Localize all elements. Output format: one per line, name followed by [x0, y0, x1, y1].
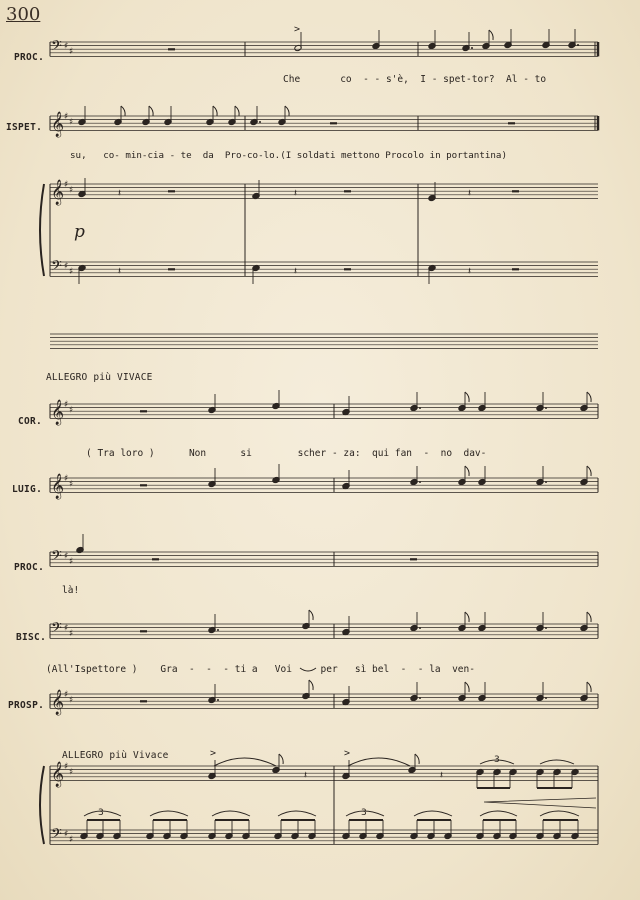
lyrics-bisc: (All'Ispettore ) Gra - - - ti a Voi per sì bel - - la ven- — [46, 664, 475, 675]
tempo-marking-piano: ALLEGRO più Vivace — [62, 750, 169, 761]
triplet-number: 3 — [98, 808, 104, 818]
sharp-sign: ♯ — [69, 47, 74, 57]
slur — [212, 811, 250, 816]
sharp-sign: ♯ — [69, 629, 74, 639]
piano-brace — [40, 184, 44, 276]
lyrics-proc-system1: Che co - - s'è, I - spet-tor? Al - to — [283, 74, 547, 85]
quarter-rest: 𝄽 — [440, 770, 444, 781]
note-dot — [545, 627, 547, 629]
half-rest — [168, 190, 175, 192]
accent-mark: > — [210, 748, 217, 759]
half-rest — [168, 268, 175, 270]
note-dot — [419, 627, 421, 629]
note-flag — [587, 392, 591, 402]
sharp-sign: ♯ — [69, 117, 74, 128]
half-rest — [140, 410, 147, 412]
note-flag — [279, 754, 283, 764]
treble-clef: 𝄞 — [51, 690, 65, 715]
staff-ispet — [50, 116, 598, 130]
half-rest — [410, 558, 417, 560]
triplet-number: 3 — [494, 755, 500, 765]
treble-clef: 𝄞 — [51, 762, 65, 787]
sharp-sign: ♯ — [69, 695, 74, 706]
accent-mark: > — [294, 24, 301, 35]
slur — [540, 760, 574, 764]
quarter-rest: 𝄽 — [468, 266, 472, 277]
note-flag — [285, 106, 289, 116]
note-dot — [419, 697, 421, 699]
slur — [300, 668, 316, 671]
triplet-number: 3 — [361, 808, 367, 818]
staff-proc-2 — [50, 552, 598, 566]
slur — [480, 811, 517, 816]
half-rest — [140, 630, 147, 632]
note-flag — [587, 612, 591, 622]
note-dot — [419, 481, 421, 483]
note-dot — [577, 44, 579, 46]
staff-empty-divider — [50, 334, 598, 348]
note-flag — [465, 392, 469, 402]
sharp-sign: ♯ — [69, 479, 74, 490]
sharp-sign: ♯ — [64, 762, 69, 772]
slur — [414, 811, 452, 816]
sharp-sign: ♯ — [64, 551, 69, 562]
half-rest — [330, 122, 337, 124]
note-flag — [465, 612, 469, 622]
note-flag — [587, 682, 591, 692]
slur — [540, 811, 579, 816]
lyrics-proc-system2: là! — [62, 585, 80, 596]
note-flag — [489, 30, 493, 40]
part-label-prosp: PROSP. — [8, 700, 45, 711]
note-flag — [465, 466, 469, 476]
staff-prosp — [50, 694, 598, 708]
note-flag — [149, 106, 153, 116]
note-dot — [545, 407, 547, 409]
sharp-sign: ♯ — [64, 400, 69, 410]
bass-clef: 𝄢 — [51, 548, 62, 568]
staff-proc — [50, 42, 598, 56]
part-label-proc-2: PROC. — [14, 562, 45, 573]
sharp-sign: ♯ — [69, 267, 74, 277]
note-flag — [415, 754, 419, 764]
half-rest — [344, 268, 351, 270]
sharp-sign: ♯ — [69, 185, 74, 196]
tempo-marking-vocal: ALLEGRO più VIVACE — [46, 372, 153, 383]
lyrics-ispet-system1: su, co- min-cia - te da Pro-co-lo.(I soldati mettono Procolo in portantina) — [70, 150, 507, 161]
treble-clef: 𝄞 — [51, 474, 65, 499]
treble-clef: 𝄞 — [51, 112, 65, 137]
note-dot — [545, 697, 547, 699]
note-dot — [419, 407, 421, 409]
sharp-sign: ♯ — [64, 261, 69, 272]
treble-clef: 𝄞 — [51, 180, 65, 205]
piano-brace-2 — [40, 766, 44, 844]
staff-cor — [50, 404, 598, 418]
slur — [214, 758, 276, 766]
crescendo-hairpin — [484, 798, 596, 808]
note-dot — [259, 121, 261, 123]
bass-clef: 𝄢 — [51, 258, 62, 278]
half-rest — [168, 48, 175, 50]
quarter-rest: 𝄽 — [304, 770, 308, 781]
page-number: 300 — [6, 4, 41, 25]
treble-clef: 𝄞 — [51, 400, 65, 425]
slur — [150, 811, 188, 816]
part-label-luig: LUIG. — [12, 484, 43, 495]
note-flag — [235, 106, 239, 116]
part-label-proc: PROC. — [14, 52, 45, 63]
note-flag — [587, 466, 591, 476]
sharp-sign: ♯ — [64, 180, 69, 190]
half-rest — [140, 700, 147, 702]
staff-luig — [50, 478, 598, 492]
sharp-sign: ♯ — [64, 829, 69, 840]
quarter-rest: 𝄽 — [294, 188, 298, 199]
half-rest — [512, 268, 519, 270]
note-dot — [217, 699, 219, 701]
sharp-sign: ♯ — [64, 474, 69, 484]
note-flag — [309, 680, 313, 690]
half-rest — [140, 484, 147, 486]
half-rest — [508, 122, 515, 124]
sharp-sign: ♯ — [64, 112, 69, 122]
slur — [348, 758, 410, 766]
note-flag — [465, 682, 469, 692]
sharp-sign: ♯ — [69, 557, 74, 567]
sharp-sign: ♯ — [64, 41, 69, 52]
note-dot — [471, 47, 473, 49]
note-dot — [545, 481, 547, 483]
bass-clef: 𝄢 — [51, 826, 62, 846]
lyrics-cor: ( Tra loro ) Non si scher - za: qui fan - no dav- — [86, 448, 487, 459]
bass-clef: 𝄢 — [51, 38, 62, 58]
quarter-rest: 𝄽 — [118, 266, 122, 277]
note-flag — [121, 106, 125, 116]
quarter-rest: 𝄽 — [294, 266, 298, 277]
part-label-bisc: BISC. — [16, 632, 47, 643]
half-rest — [344, 190, 351, 192]
part-label-ispet: ISPET. — [6, 122, 43, 133]
staff-bisc — [50, 624, 598, 638]
note-flag — [309, 610, 313, 620]
dynamic-piano: p — [74, 222, 85, 242]
quarter-rest: 𝄽 — [468, 188, 472, 199]
sharp-sign: ♯ — [69, 405, 74, 416]
quarter-rest: 𝄽 — [118, 188, 122, 199]
sharp-sign: ♯ — [69, 767, 74, 778]
part-label-cor: COR. — [18, 416, 43, 427]
note-dot — [217, 629, 219, 631]
sharp-sign: ♯ — [64, 623, 69, 634]
accent-mark: > — [344, 748, 351, 759]
half-rest — [512, 190, 519, 192]
sharp-sign: ♯ — [64, 690, 69, 700]
note-flag — [213, 106, 217, 116]
sharp-sign: ♯ — [69, 835, 74, 845]
bass-clef: 𝄢 — [51, 620, 62, 640]
slur — [278, 811, 316, 816]
half-rest — [152, 558, 159, 560]
